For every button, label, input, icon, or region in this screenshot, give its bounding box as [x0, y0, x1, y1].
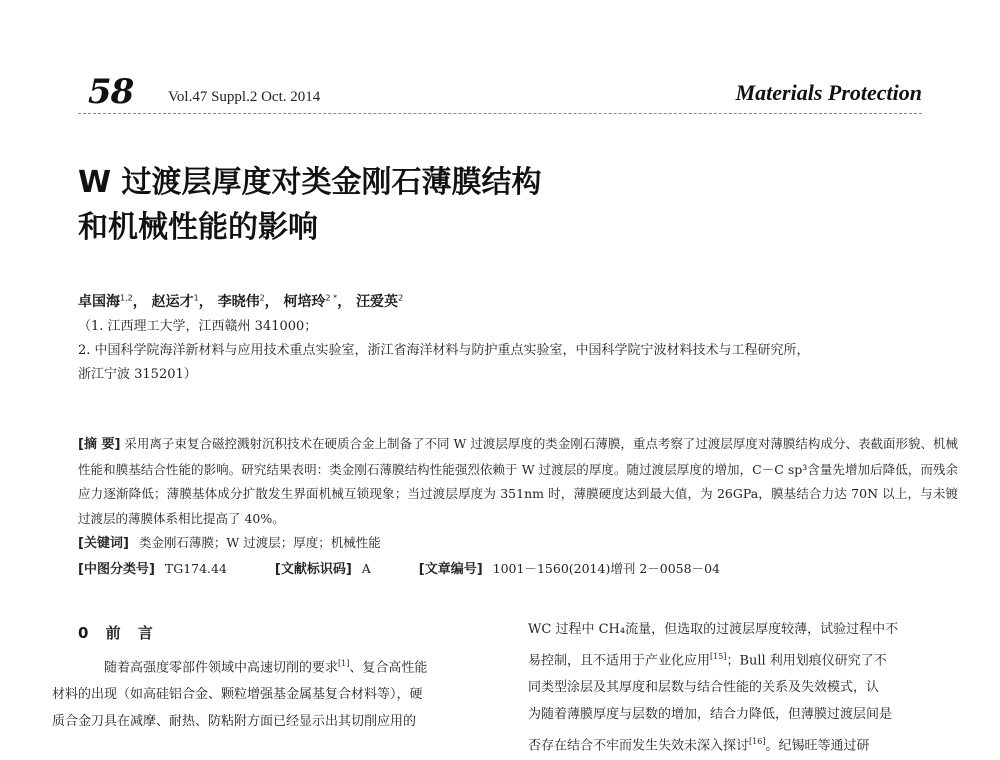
author-name: 柯培玲	[283, 294, 326, 310]
body-text: 随着高强度零部件领域中高速切削的要求	[104, 660, 339, 676]
abstract	[78, 432, 958, 531]
affiliation-line: 2. 中国科学院海洋新材料与应用技术重点实验室，浙江省海洋材料与防护重点实验室，中国科学院宁波材料技术与工程研究所，	[78, 343, 810, 358]
body-text: 材料的出现（如高硅铝合金、颗粒增强基金属基复合材料等），硬	[52, 687, 423, 703]
article-number-value: 1001－1560(2014)增刊 2－0058－04	[492, 560, 720, 576]
doc-code-value: A	[361, 560, 371, 576]
author-list: 卓国海$^{1,2}$， 赵运才$^1$， 李晓伟$^2$， 柯培玲$^{2 *}$， 汪爱英$^2$	[78, 293, 404, 310]
clc-value: TG174.44	[164, 560, 227, 576]
body-paragraph	[52, 650, 498, 735]
volume-info: Vol.47 Suppl.2 Oct. 2014	[168, 89, 321, 105]
citation: [16]	[749, 737, 766, 747]
classification	[78, 557, 958, 583]
author-name: 赵运才	[151, 294, 194, 310]
affiliations	[78, 315, 958, 387]
author-sup: 2 *	[325, 293, 338, 303]
title-line-1: W 过渡层厚度对类金刚石薄膜结构	[78, 165, 542, 200]
citation: [1]	[338, 659, 350, 668]
author-name: 卓国海	[78, 294, 120, 310]
body-left-column	[52, 650, 498, 735]
body-paragraph	[528, 616, 953, 760]
author-sup: 1	[193, 293, 199, 303]
abstract-text: 采用离子束复合磁控溅射沉积技术在硬质合金上制备了不同 W 过渡层厚度的类金刚石薄膜，重点考察了过渡层厚度对薄膜结构成分、表截面形貌、机械性能和膜基结合性能的影响。研究结果表明：类金刚石薄膜结构性能强烈依赖于 W 过渡层的厚度。随过渡层厚度的增加，C－C sp³含量先增加后降低，而残余应力逐渐降低；薄膜基体成分扩散发生界面机械互锁现象；当过渡层厚度为 351nm 时，薄膜硬度达到最大值，为 26GPa，膜基结合力达 70N 以上，与未镀过渡层的薄膜体系相比提高了 40%。	[78, 436, 958, 526]
author-sup: 2	[398, 293, 404, 303]
body-text: ；Bull 利用划痕仪研究了不	[726, 653, 887, 669]
body-text: WC 过程中 CH₄流量，但选取的过渡层厚度较薄，试验过程中不	[528, 622, 899, 637]
body-text: 同类型涂层及其厚度和层数与结合性能的关系及失效模式，认	[528, 680, 880, 696]
body-text: 。纪锡旺等通过研	[765, 738, 870, 754]
abstract-block	[78, 432, 958, 582]
author-sup: 1,2	[120, 293, 133, 303]
body-text: 易控制，且不适用于产业化应用	[528, 653, 711, 669]
author-name: 汪爱英	[356, 294, 399, 310]
paper-title	[78, 160, 778, 250]
page-number: 58	[88, 72, 134, 112]
header-divider	[78, 113, 922, 114]
doc-code-label: [文献标识码]	[274, 561, 352, 577]
body-text: 为随着薄膜厚度与层数的增加，结合力降低，但薄膜过渡层间是	[528, 707, 893, 723]
abstract-label: [摘 要]	[78, 437, 121, 452]
section-heading: 0 前 言	[78, 624, 159, 642]
author-name: 李晓伟	[217, 294, 260, 310]
body-text: 否存在结合不牢而发生失效未深入探讨	[528, 738, 750, 754]
body-text: 、复合高性能	[349, 660, 428, 676]
keywords	[78, 531, 958, 557]
clc-label: [中图分类号]	[78, 561, 155, 577]
author-sup: 2	[259, 293, 265, 303]
body-right-column	[528, 616, 953, 760]
citation: [15]	[710, 652, 727, 661]
keywords-text: 类金刚石薄膜；W 过渡层；厚度；机械性能	[138, 535, 381, 550]
affiliation-line: （1. 江西理工大学，江西赣州 341000；	[78, 319, 318, 334]
affiliation-line: 浙江宁波 315201）	[78, 367, 197, 382]
journal-name: Materials Protection	[735, 80, 922, 105]
title-line-2: 和机械性能的影响	[78, 210, 318, 245]
body-text: 质合金刀具在减摩、耐热、防粘附方面已经显示出其切削应用的	[52, 714, 417, 730]
article-number-label: [文章编号]	[418, 561, 483, 577]
keywords-label: [关键词]	[78, 536, 129, 551]
